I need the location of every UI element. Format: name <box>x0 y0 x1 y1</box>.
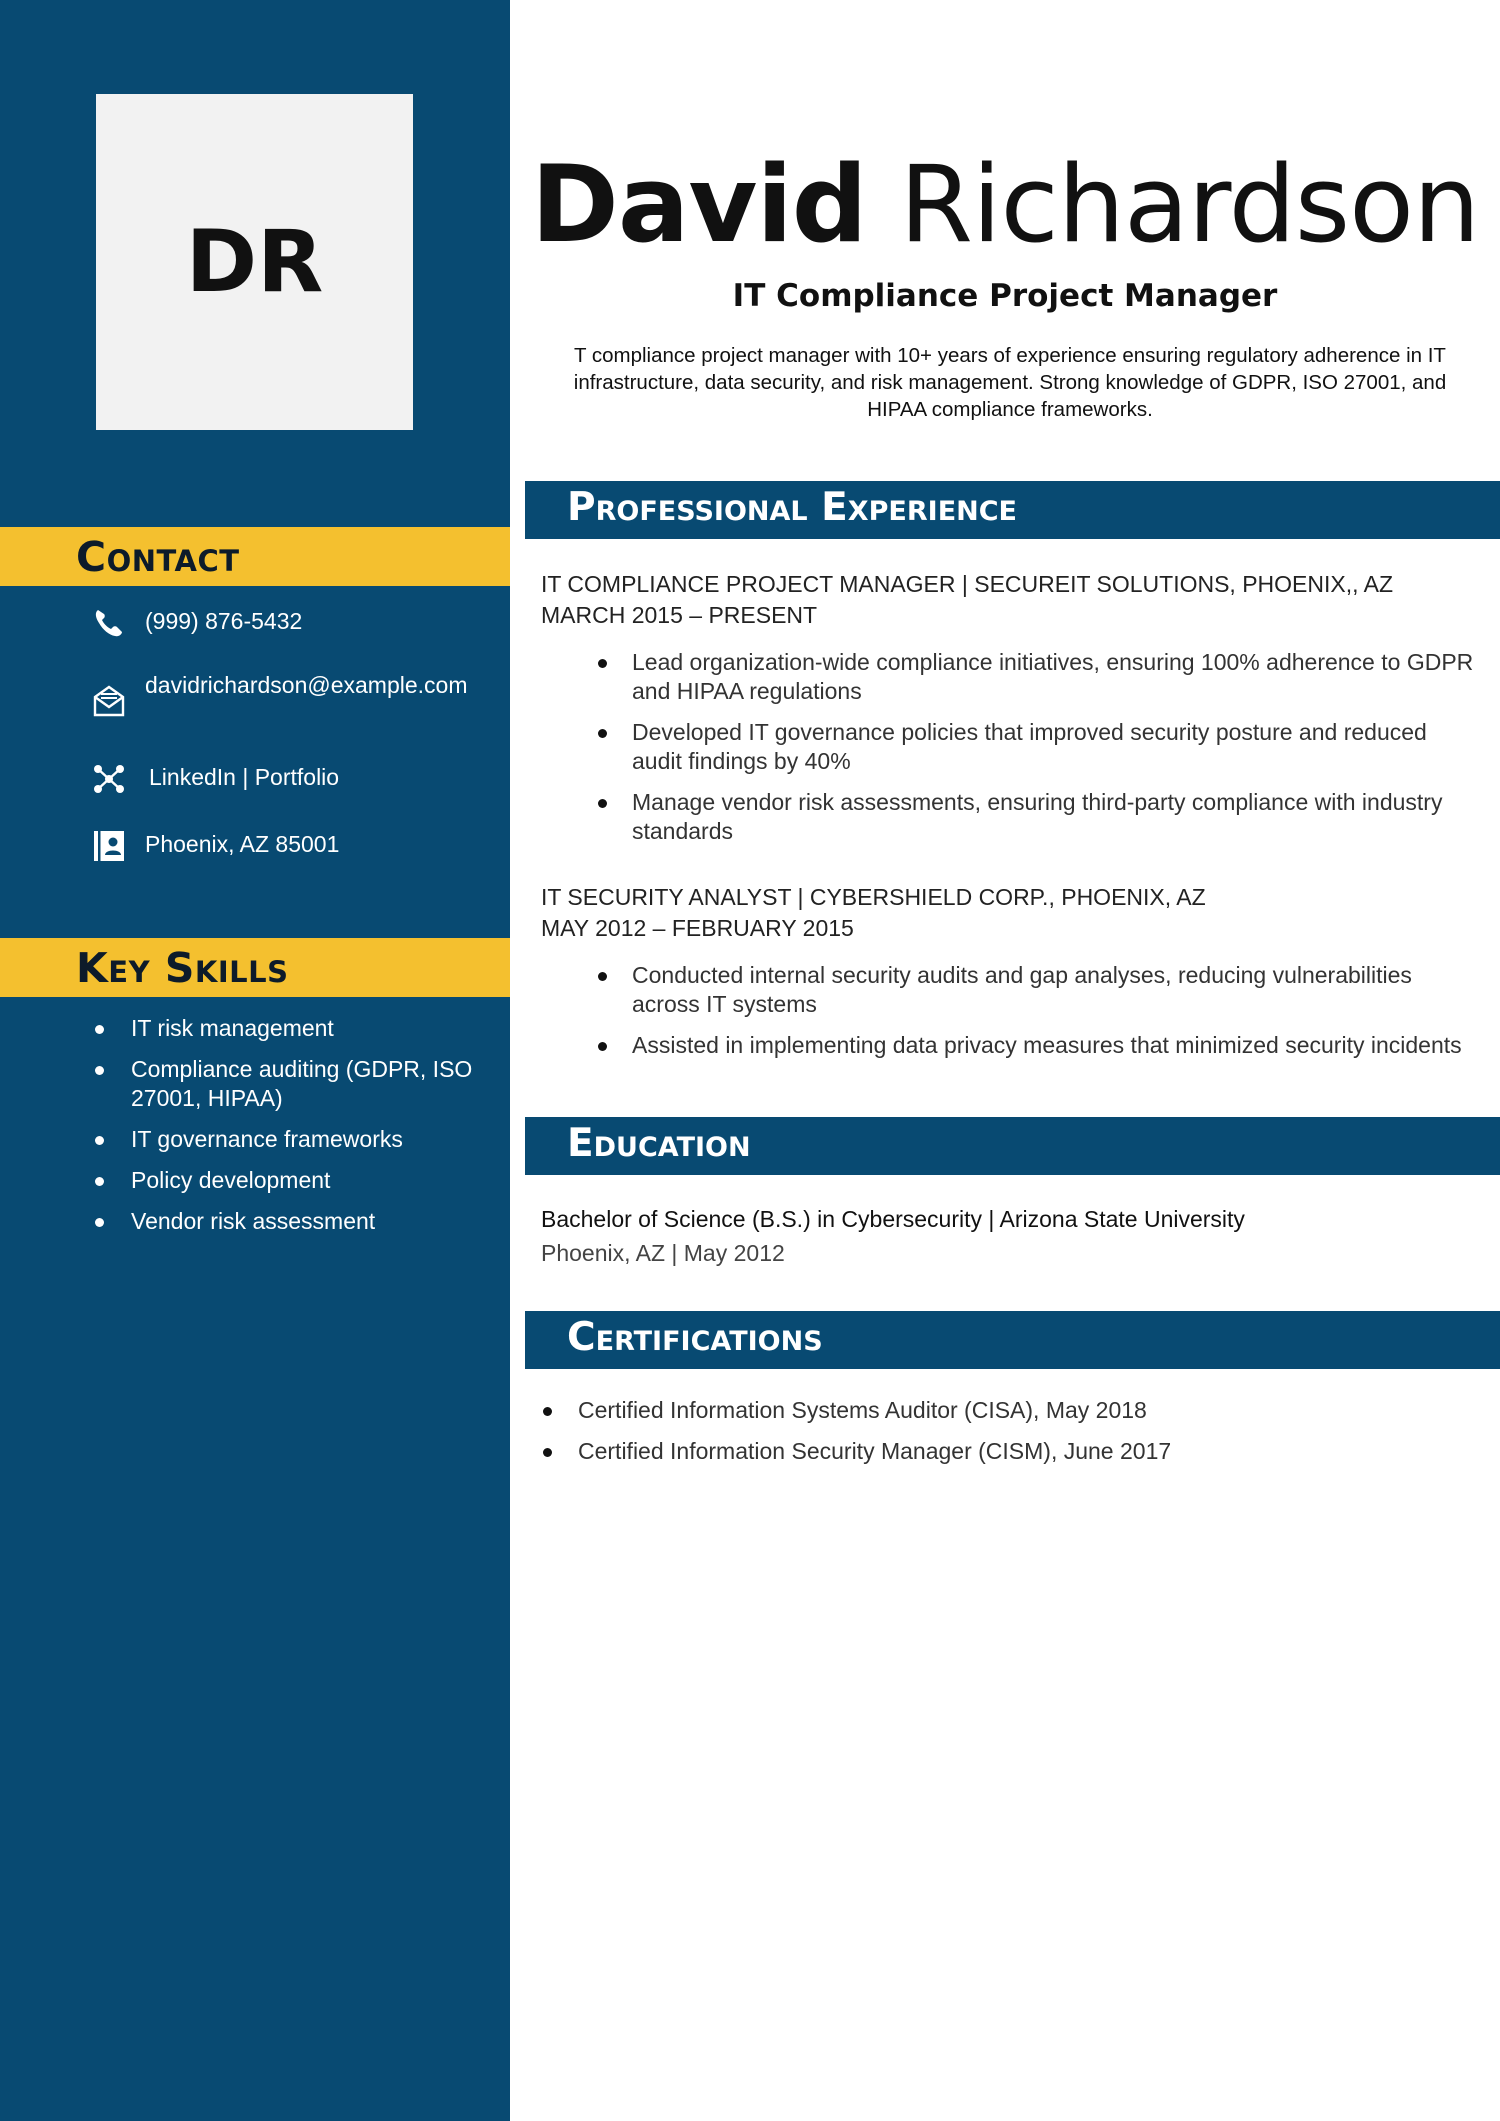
phone-number: (999) 876-5432 <box>145 608 303 634</box>
skill-item: Compliance auditing (GDPR, ISO 27001, HIPAA) <box>92 1055 492 1113</box>
job-bullet: Manage vendor risk assessments, ensuring third-party compliance with industry standards <box>596 788 1476 846</box>
experience-heading-band <box>525 481 1500 539</box>
job-bullets <box>596 961 1476 1072</box>
job-dates: MARCH 2015 – PRESENT <box>541 602 818 628</box>
network-icon <box>92 762 126 796</box>
skill-item: IT governance frameworks <box>92 1125 492 1154</box>
job-bullet: Lead organization-wide compliance initiatives, ensuring 100% adherence to GDPR and HIPAA regulations <box>596 648 1476 706</box>
education-detail: Phoenix, AZ | May 2012 <box>541 1240 785 1266</box>
education-heading: Education <box>567 1121 751 1166</box>
certifications-heading: Certifications <box>567 1315 823 1360</box>
job-bullets <box>596 648 1476 858</box>
job-title: IT Compliance Project Manager <box>732 278 1278 314</box>
education-entry <box>541 1202 1471 1270</box>
job-bullet: Conducted internal security audits and gap analyses, reducing vulnerabilities across IT systems <box>596 961 1476 1019</box>
job-dates: MAY 2012 – FEBRUARY 2015 <box>541 915 854 941</box>
first-name: David <box>530 143 867 266</box>
phone-icon <box>92 606 126 640</box>
skill-item: Policy development <box>92 1166 492 1195</box>
job-title-line: IT SECURITY ANALYST | CYBERSHIELD CORP., PHOENIX, AZ <box>541 884 1206 910</box>
skill-item: IT risk management <box>92 1014 492 1043</box>
education-heading-band <box>525 1117 1500 1175</box>
monogram: DR <box>96 94 413 430</box>
address-card-icon <box>92 829 126 863</box>
certifications-list <box>541 1396 1471 1478</box>
email-address[interactable]: davidrichardson@example.com <box>145 672 468 698</box>
job-header <box>541 569 1471 631</box>
experience-heading: Professional Experience <box>567 485 1017 530</box>
job-header <box>541 882 1471 944</box>
contact-heading: Contact <box>76 533 240 581</box>
certification-item: Certified Information Systems Auditor (CISA), May 2018 <box>541 1396 1471 1425</box>
profile-links[interactable]: LinkedIn | Portfolio <box>149 764 340 790</box>
job-bullet: Assisted in implementing data privacy measures that minimized security incidents <box>596 1031 1476 1060</box>
skills-heading-band <box>0 938 510 997</box>
contact-heading-band <box>0 527 510 586</box>
job-title-line: IT COMPLIANCE PROJECT MANAGER | SECUREIT SOLUTIONS, PHOENIX,, AZ <box>541 571 1394 597</box>
location: Phoenix, AZ 85001 <box>145 831 340 857</box>
skills-list <box>92 1014 492 1248</box>
certification-item: Certified Information Security Manager (CISM), June 2017 <box>541 1437 1471 1466</box>
summary: T compliance project manager with 10+ years of experience ensuring regulatory adherence in IT infrastructure, data security, and risk management. Strong knowledge of GDPR, ISO 27001, and HIPAA compliance frameworks. <box>573 344 1447 421</box>
email-icon <box>92 684 126 718</box>
last-name: Richardson <box>899 143 1480 266</box>
certifications-heading-band <box>525 1311 1500 1369</box>
job-bullet: Developed IT governance policies that improved security posture and reduced audit findings by 40% <box>596 718 1476 776</box>
sidebar <box>0 0 510 2121</box>
skill-item: Vendor risk assessment <box>92 1207 492 1236</box>
skills-heading: Key Skills <box>76 944 289 992</box>
degree-line: Bachelor of Science (B.S.) in Cybersecurity | Arizona State University <box>541 1206 1245 1232</box>
full-name <box>510 140 1500 270</box>
